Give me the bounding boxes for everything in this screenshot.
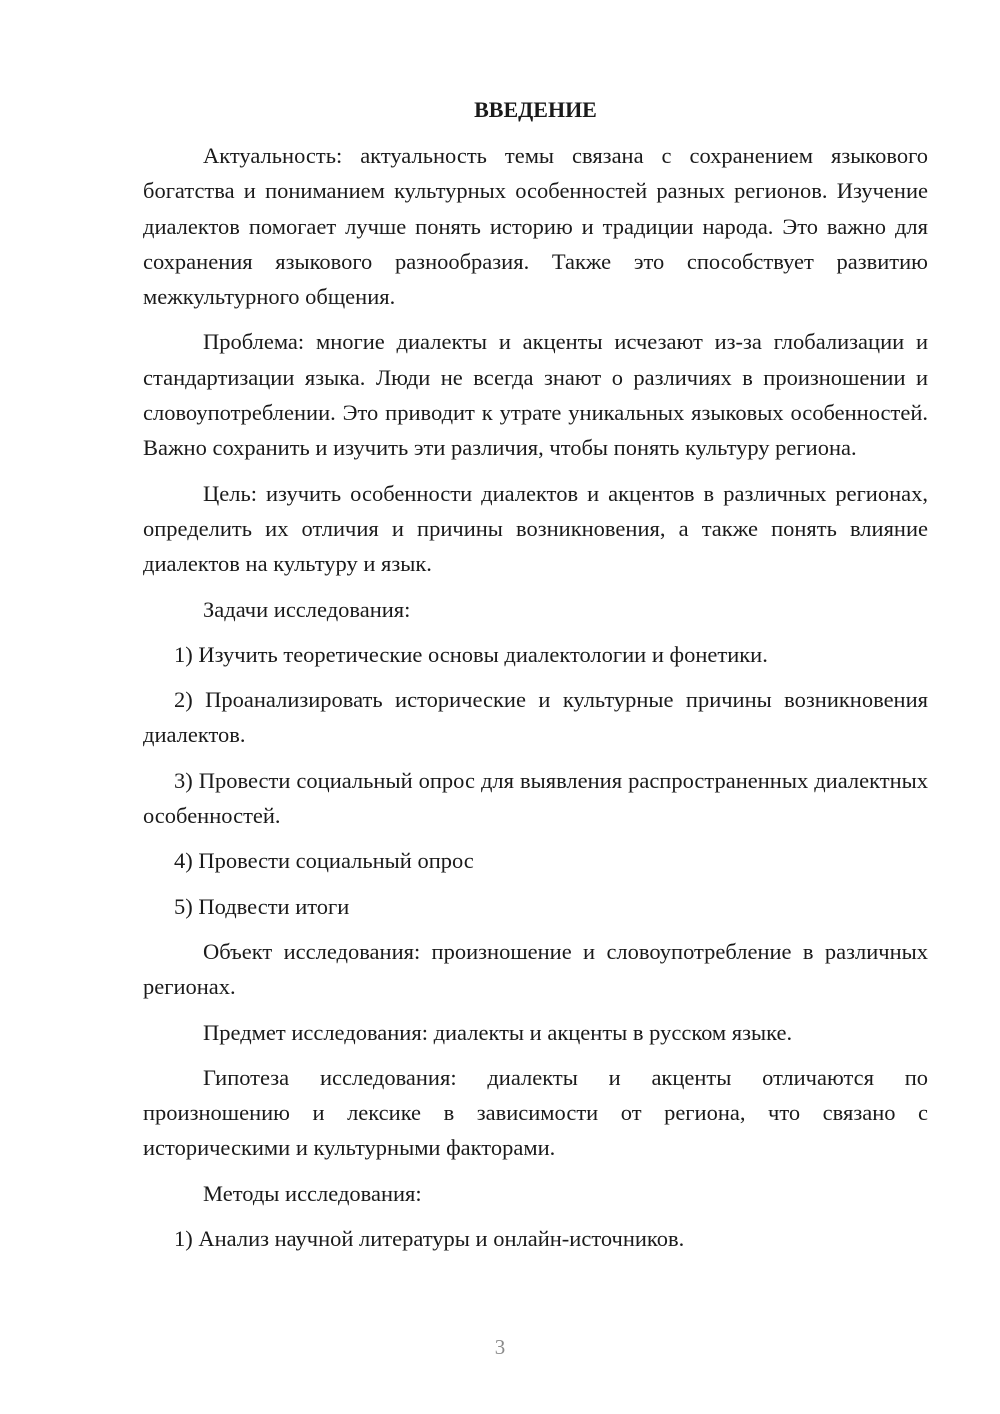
page-content <box>143 92 928 1266</box>
task-item-5: 5) Подвести итоги <box>174 893 350 919</box>
page-number: 3 <box>494 1335 506 1359</box>
task-item-2: 2) Проанализировать исторические и культурные причины возникновения диалектов. <box>143 687 928 748</box>
hypothesis-paragraph: Гипотеза исследования: диалекты и акценты отличаются по произношению и лексике в зависимости от региона, что связано с историческими и культурными факторами. <box>143 1064 928 1161</box>
section-heading: ВВЕДЕНИЕ <box>474 97 597 122</box>
goal-paragraph: Цель: изучить особенности диалектов и акцентов в различных регионах, определить их отличия и причины возникновения, а также понять влияние диалектов на культуру и язык. <box>143 480 928 577</box>
task-item-3: 3) Провести социальный опрос для выявления распространенных диалектных особенностей. <box>143 767 928 829</box>
methods-heading: Методы исследования: <box>203 1180 422 1206</box>
object-paragraph: Объект исследования: произношение и словоупотребление в различных регионах. <box>143 938 928 1000</box>
relevance-paragraph: Актуальность: актуальность темы связана с сохранением языкового богатства и пониманием культурных особенностей разных регионов. Изучение диалектов помогает лучше понять историю и традиции народа. Это важно для сохранения языкового разнообразия. Также это способствует развитию межкультурного общения. <box>143 143 928 310</box>
task-item-1: 1) Изучить теоретические основы диалектологии и фонетики. <box>174 641 768 667</box>
method-item-1: 1) Анализ научной литературы и онлайн-источников. <box>174 1226 685 1252</box>
tasks-heading: Задачи исследования: <box>203 596 411 622</box>
subject-paragraph: Предмет исследования: диалекты и акценты в русском языке. <box>203 1019 793 1045</box>
task-item-4: 4) Провести социальный опрос <box>174 848 474 874</box>
problem-paragraph: Проблема: многие диалекты и акценты исчезают из-за глобализации и стандартизации языка. Люди не всегда знают о различиях в произношении и словоупотреблении. Это приводит к утрате уникальных языковых особенностей. Важно сохранить и изучить эти различия, чтобы понять культуру региона. <box>143 329 928 461</box>
